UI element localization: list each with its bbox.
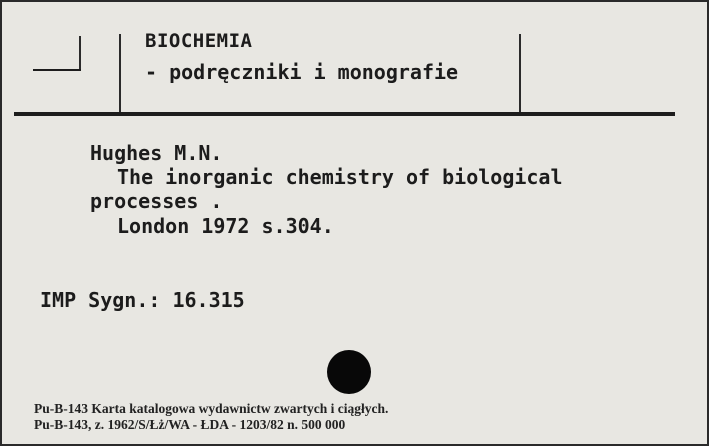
title-line-1: The inorganic chemistry of biological	[117, 165, 563, 189]
imprint: London 1972 s.304.	[117, 214, 334, 238]
footer-line-2: Pu-B-143, z. 1962/S/Łż/WA - ŁDA - 1203/82 n. 500 000	[34, 417, 346, 432]
call-number: IMP Sygn.: 16.315	[40, 288, 245, 312]
punch-hole	[327, 350, 371, 394]
footer-line-1: Pu-B-143 Karta katalogowa wydawnictw zwartych i ciągłych.	[34, 401, 389, 416]
header-separator	[14, 112, 675, 116]
header-left-rule	[119, 34, 121, 112]
title-line-2: processes .	[90, 189, 223, 213]
corner-mark-horizontal	[33, 69, 81, 71]
header-right-rule	[519, 34, 521, 112]
subject-subtitle: - podręczniki i monografie	[145, 60, 459, 84]
subject-heading: BIOCHEMIA	[145, 30, 253, 52]
author: Hughes M.N.	[90, 141, 223, 165]
corner-mark-vertical	[79, 36, 81, 70]
